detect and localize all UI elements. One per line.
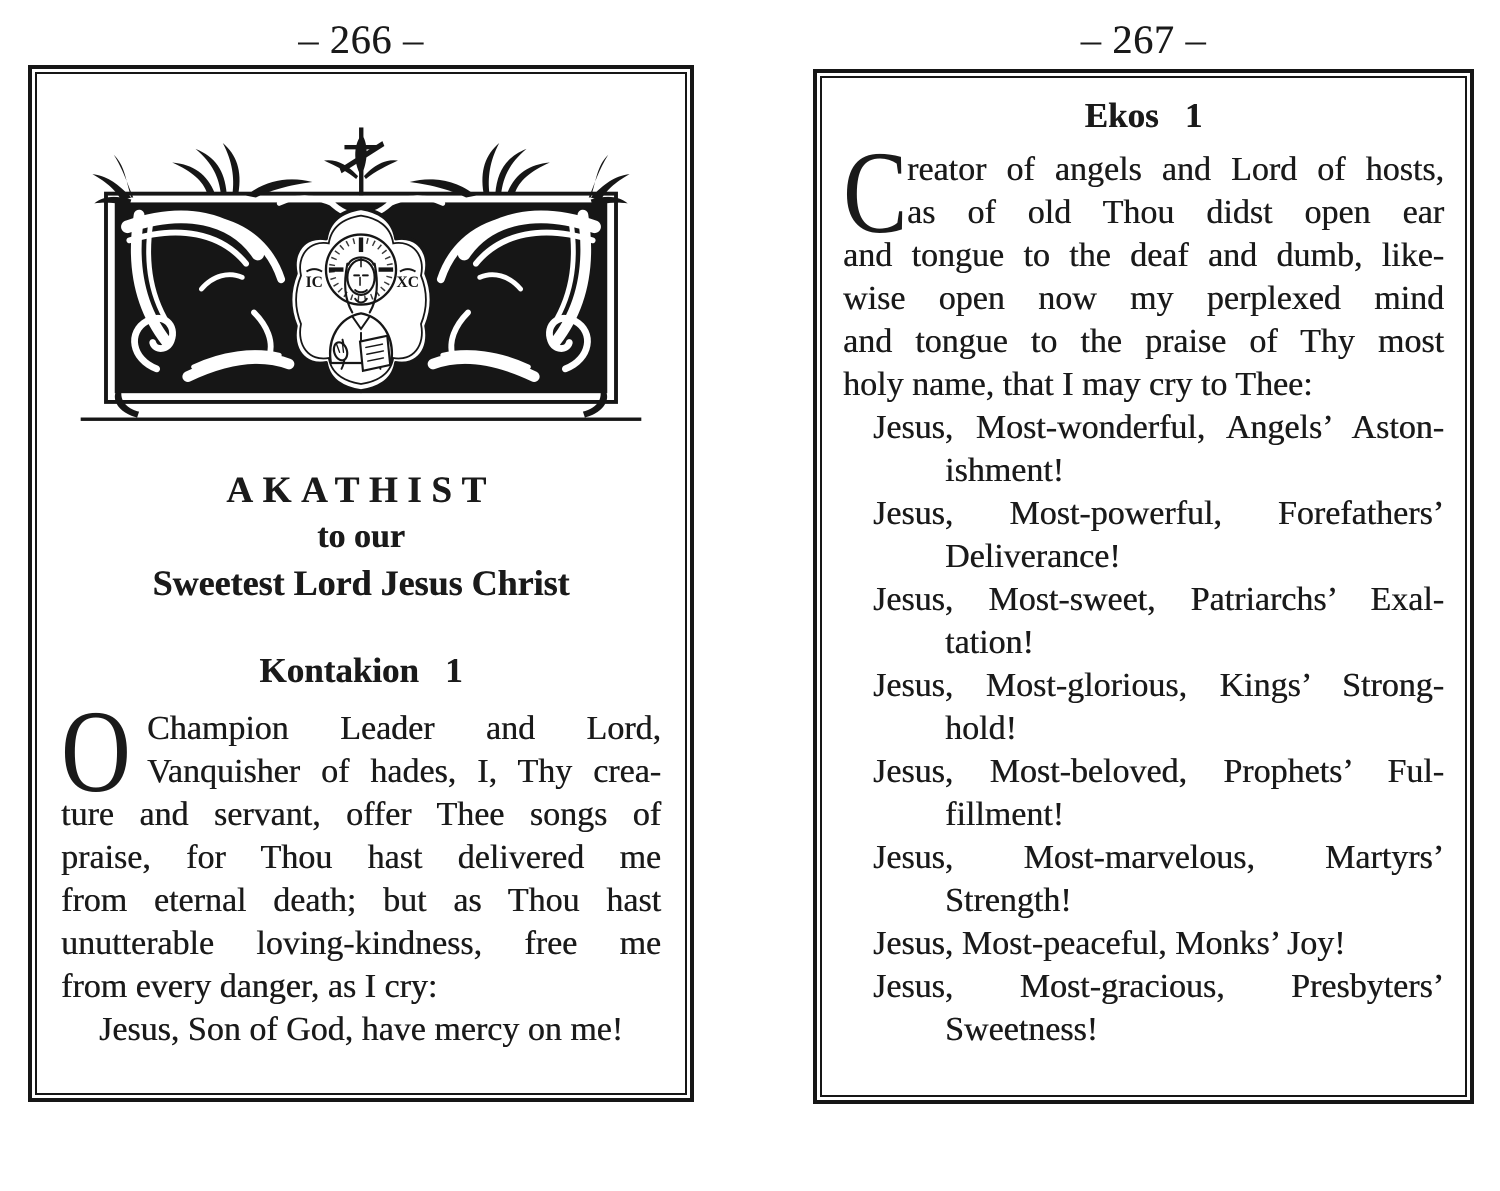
invocation-line: Jesus, Most-powerful, Forefathers’ xyxy=(873,495,1444,532)
invocation-continuation: fillment! xyxy=(945,796,1064,833)
invocation-list xyxy=(843,406,1444,1051)
christ-pantocrator-headpiece-icon xyxy=(69,108,653,431)
leaf-sprig-left-icon xyxy=(92,155,133,207)
invocation-continuation: Deliverance! xyxy=(945,538,1121,575)
text-line: ture and servant, offer Thee songs of xyxy=(61,796,661,834)
kontakion-paragraph xyxy=(61,686,661,1008)
leaf-sprig-right-icon xyxy=(589,155,630,207)
dropcap-c: C xyxy=(843,127,908,258)
text-line: as of old Thou didst open ear xyxy=(907,194,1444,231)
christogram-right: XC xyxy=(396,274,419,292)
invocation-line: Jesus, Most-glorious, Kings’ Strong- xyxy=(873,667,1444,704)
text-line: reator of angels and Lord of hosts, xyxy=(907,151,1444,188)
text-line: and tongue to the praise of Thy most xyxy=(843,323,1444,360)
page-left-content xyxy=(35,72,687,1095)
text-line: unutterable loving-kindness, free me xyxy=(61,925,661,963)
refrain-line: Jesus, Son of God, have mercy on me! xyxy=(99,1011,624,1049)
dropcap-o: O xyxy=(61,686,131,818)
kontakion-text xyxy=(61,686,661,1051)
invocation-continuation: tation! xyxy=(945,624,1034,661)
page-right-content xyxy=(820,76,1467,1097)
gospel-book-icon xyxy=(360,336,390,371)
invocation-continuation: Strength! xyxy=(945,882,1072,919)
invocation-line: Jesus, Most-wonderful, Angels’ Aston- xyxy=(873,409,1444,446)
text-line: Vanquisher of hades, I, Thy crea- xyxy=(147,753,661,791)
page-right-frame xyxy=(813,69,1474,1104)
invocation-line: Jesus, Most-peaceful, Monks’ Joy! xyxy=(873,925,1346,962)
text-line: and tongue to the deaf and dumb, like- xyxy=(843,237,1444,274)
ekos-text xyxy=(843,127,1444,1051)
invocation-line: Jesus, Most-gracious, Presbyters’ xyxy=(873,968,1444,1005)
ekos-paragraph xyxy=(843,127,1444,406)
kontakion-heading: Kontakion 1 xyxy=(259,651,463,691)
text-line: from eternal death; but as Thou hast xyxy=(61,882,661,920)
invocation-continuation: Sweetness! xyxy=(945,1011,1098,1048)
akathist-title xyxy=(61,467,661,607)
leaf-spray-right-icon xyxy=(410,143,550,198)
text-line: holy name, that I may cry to Thee: xyxy=(843,366,1313,403)
page-number-right: – 267 – xyxy=(1080,17,1207,62)
christogram-left: IC xyxy=(305,274,323,292)
text-line: wise open now my perplexed mind xyxy=(843,280,1444,317)
title-line-1: AKATHIST xyxy=(226,470,496,512)
invocation-continuation: ishment! xyxy=(945,452,1064,489)
ekos-heading: Ekos 1 xyxy=(1084,96,1203,135)
leaf-spray-left-icon xyxy=(172,143,312,198)
invocation-line: Jesus, Most-beloved, Prophets’ Ful- xyxy=(873,753,1444,790)
text-line: praise, for Thou hast delivered me xyxy=(61,839,661,877)
page-number-left: – 266 – xyxy=(298,17,424,62)
invocation-line: Jesus, Most-marvelous, Martyrs’ xyxy=(873,839,1444,876)
title-line-2: to our xyxy=(317,518,405,556)
page-left-frame xyxy=(28,65,694,1102)
invocation-line: Jesus, Most-sweet, Patriarchs’ Exal- xyxy=(873,581,1444,618)
cross-finial-icon xyxy=(324,127,398,195)
title-line-3: Sweetest Lord Jesus Christ xyxy=(152,563,570,604)
text-line: from every danger, as I cry: xyxy=(61,968,438,1006)
invocation-continuation: hold! xyxy=(945,710,1017,747)
text-line: Champion Leader and Lord, xyxy=(147,710,661,748)
